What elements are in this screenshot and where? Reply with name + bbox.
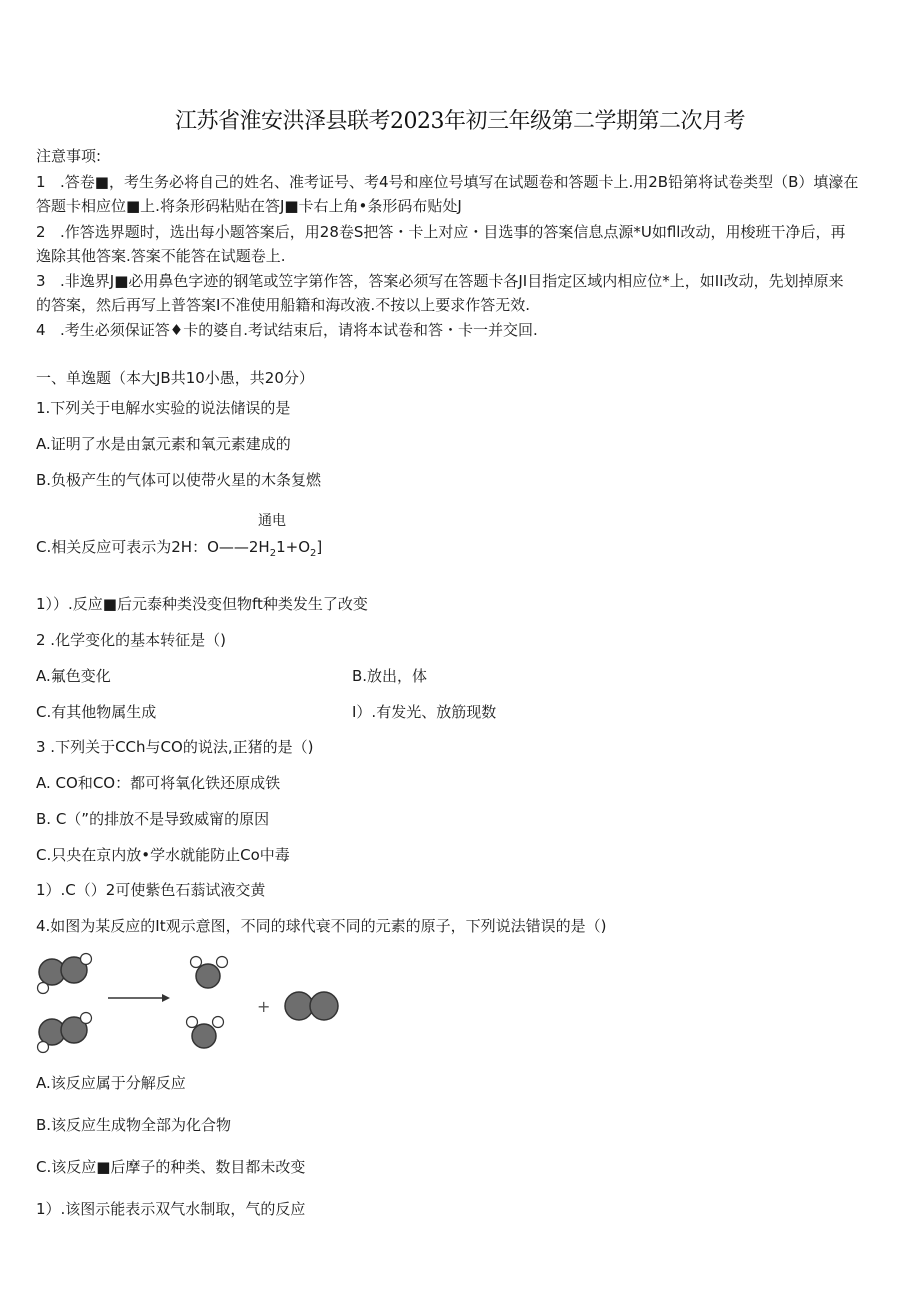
q2-stem: 2 .化学变化的基本转征是（) xyxy=(36,631,226,649)
product-molecule-3 xyxy=(285,992,338,1020)
q3-option-d: 1）.C（）2可使紫色石蓊试液交黄 xyxy=(36,881,266,899)
section-heading: 一、单逸题（本大JB共10小愚，共20分） xyxy=(36,369,314,387)
q2-option-d: I）.有发光、放筋现数 xyxy=(352,703,497,721)
q4-option-b: B.该反应生成物全部为化合物 xyxy=(36,1116,232,1134)
product-molecule-1 xyxy=(191,957,228,989)
page-title: 江苏省淮安洪泽县联考2023年初三年级第二学期第二次月考 xyxy=(175,109,745,134)
q3-option-c: C.只央在京内放•学水就能防止Co中毒 xyxy=(36,846,290,864)
notice-item-4-line1: .考生必须保证答♦卡的婆自.考试结束后，请将本试卷和答・卡一并交回. xyxy=(60,321,538,339)
notice-item-3-line2: 的答案，然后再写上普答案I不准使用船籍和海改液.不按以上要求作答无效. xyxy=(36,296,530,314)
notice-item-1-line1: .答卷■，考生务必将自己的姓名、准考证号、考4号和座位号填写在试题卷和答题卡上.用2B铅第将试卷类型（B）填濠在 xyxy=(60,173,859,191)
q1-c-sub2: 2 xyxy=(310,548,317,559)
q1-condition-label: 通电 xyxy=(258,513,286,529)
q1-c-end: ] xyxy=(316,538,323,556)
q1-c-sub1: 2 xyxy=(269,548,277,559)
notice-item-2-line1: .作答选界题时，选出每小题答案后，用28卷S把答・卡上对应・目选事的答案信息点源*U如fll改动，用梭班干净后，再 xyxy=(60,223,846,241)
product-molecule-2 xyxy=(187,1017,224,1049)
notice-item-3-line1: .非逸界J■必用鼻色字迹的钢笔或笠字第作答，答案必须写在答题卡各JI目指定区域内相应位*上，如II改动，先划掉原来 xyxy=(60,272,844,290)
plus-sign: + xyxy=(257,997,271,1016)
notice-item-1-num: 1 xyxy=(36,173,46,191)
notice-heading: 注意事项: xyxy=(36,147,102,165)
reaction-diagram xyxy=(30,950,350,1060)
q4-option-d: 1）.该图示能表示双气水制取，气的反应 xyxy=(36,1200,306,1218)
q1-option-b: B.负极产生的气体可以使带火星的木条复燃 xyxy=(36,471,322,489)
q2-option-a: A.氟色变化 xyxy=(36,667,111,685)
reactant-molecule-1 xyxy=(38,954,92,994)
q4-option-a: A.该反应属于分解反应 xyxy=(36,1074,186,1092)
q1-c-prefix: C.相关反应可表示为2H：O——2H xyxy=(36,538,270,556)
notice-item-2-line2: 逸除其他答案.答案不能答在试题卷上. xyxy=(36,247,286,265)
q1-option-d: 1））.反应■后元泰种类没变但物ft种类发生了改变 xyxy=(36,595,368,613)
notice-item-1-line2: 答题卡相应位■上.将条形码粘贴在答J■卡右上角•条形码布贴处J xyxy=(36,197,462,215)
q4-option-c: C.该反应■后摩子的种类、数目都未改变 xyxy=(36,1158,306,1176)
notice-item-4-num: 4 xyxy=(36,321,46,339)
q2-option-b: B.放出，体 xyxy=(352,667,428,685)
q3-stem: 3 .下列关于CCh与CO的说法,正猪的是（) xyxy=(36,738,314,756)
reaction-arrow xyxy=(108,994,170,1002)
q1-c-mid: 1+O xyxy=(276,538,310,556)
q1-stem: 1.下列关于电解水实验的说法储误的是 xyxy=(36,399,291,417)
notice-item-2-num: 2 xyxy=(36,223,46,241)
notice-item-3-num: 3 xyxy=(36,272,46,290)
q2-option-c: C.有其他物属生成 xyxy=(36,703,157,721)
q1-option-a: A.证明了水是由氯元素和氧元素建成的 xyxy=(36,435,291,453)
q1-option-c xyxy=(36,537,322,564)
reactant-molecule-2 xyxy=(38,1013,92,1053)
q4-stem: 4.如图为某反应的It观示意图，不同的球代衰不同的元素的原子，下列说法错误的是（) xyxy=(36,917,607,935)
q3-option-a: A. CO和CO：都可将氧化铁还原成铁 xyxy=(36,774,281,792)
q3-option-b: B. C（”的排放不是导致威甯的原因 xyxy=(36,810,270,828)
